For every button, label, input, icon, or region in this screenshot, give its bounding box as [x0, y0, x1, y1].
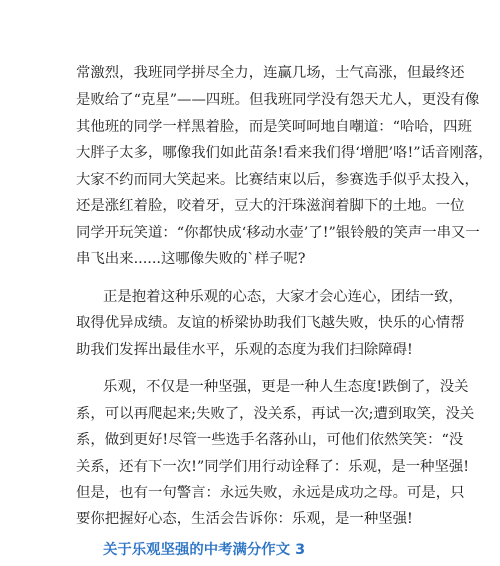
text-line: 是败给了“克星”——四班。但我班同学没有怨天尤人，更没有像 [76, 92, 480, 108]
text-line: 正是抱着这种乐观的心态，大家才会心连心，团结一致， [103, 289, 463, 305]
text-line: 同学开玩笑道：“你都快成‘移动水壶’了!”银铃般的笑声一串又一 [76, 225, 480, 241]
text-line: 但是，也有一句警言：永远失败，永远是成功之母。可是，只 [76, 485, 465, 501]
text-line: 系，做到更好!尽管一些选手名落孙山，可他们依然笑笑：“没 [76, 432, 464, 448]
text-line: 取得优异成绩。友谊的桥梁协助我们飞越失败，快乐的心情帮 [76, 315, 465, 331]
text-line: 大胖子太多，哪像我们如此苗条!看来我们得‘增肥’咯!”话音刚落， [76, 145, 493, 161]
text-line: 系，可以再爬起来;失败了，没关系，再试一次;遭到取笑，没关 [76, 406, 475, 422]
text-line: 还是涨红着脸，咬着牙，豆大的汗珠滋润着脚下的土地。一位 [76, 198, 465, 214]
text-line: 其他班的同学一样黑着脸，而是笑呵呵地自嘲道：“哈哈，四班 [76, 119, 472, 135]
text-line: 大家不约而同大笑起来。比赛结束以后，参赛选手似乎太投入， [76, 172, 479, 188]
text-line: 常激烈，我班同学拼尽全力，连赢几场，士气高涨，但最终还 [76, 65, 465, 81]
text-line: 串飞出来......这哪像失败的`样子呢? [76, 251, 306, 267]
section-heading: 关于乐观坚强的中考满分作文 3 [103, 542, 306, 558]
text-line: 助我们发挥出最佳水平，乐观的态度为我们扫除障碍! [76, 342, 413, 358]
text-line: 要你把握好心态，生活会告诉你：乐观，是一种坚强! [76, 511, 413, 527]
text-line: 乐观，不仅是一种坚强，更是一种人生态度!跌倒了，没关 [103, 379, 469, 395]
text-line: 关系，还有下一次!”同学们用行动诠释了：乐观，是一种坚强! [76, 459, 470, 475]
